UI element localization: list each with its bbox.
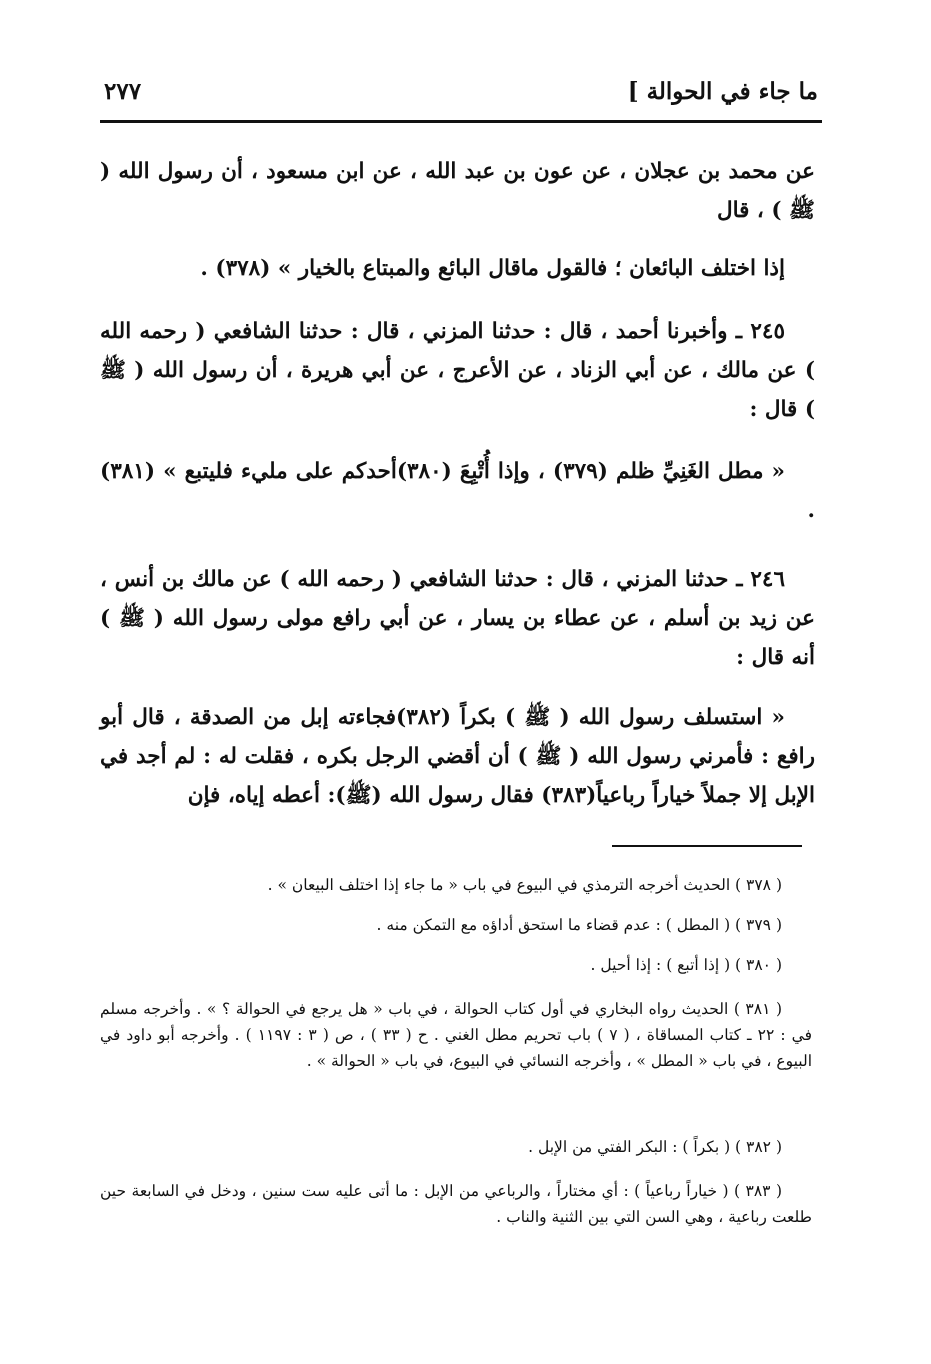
running-header (100, 76, 822, 120)
footnote-379 (100, 912, 812, 938)
hadith-text-2 (100, 452, 815, 530)
paragraph-text: ٢٤٦ ـ حدثنا المزني ، قال : حدثنا الشافعي ( رحمه الله ) عن مالك بن أنس ، عن زيد بن أسلم ، عن عطاء بن يسار ، عن أبي رافع مولى رسول الله ( ﷺ ) أنه قال : (100, 567, 815, 670)
chapter-title: ما جاء في الحوالة ] (627, 78, 818, 105)
header-rule (100, 120, 822, 123)
hadith-text-3 (100, 698, 815, 815)
footnote-separator (612, 845, 802, 847)
paragraph-text: « استسلف رسول الله ( ﷺ ) بكراً (٣٨٢)فجاءته إبل من الصدقة ، قال أبو رافع : فأمرني رسول الله ( ﷺ ) أن أقضي الرجل بكره ، فقلت له : لم أجد في الإبل إلا جملاً خياراً رباعياً(٣٨٣) فقال رسول الله (ﷺ): أعطه إياه، فإن (100, 705, 815, 808)
page-number: ٢٧٧ (104, 78, 142, 105)
footnote-381 (100, 996, 812, 1074)
paragraph-text: « مطل الغَنِيِّ ظلم (٣٧٩) ، وإذا أُتْبِعَ (٣٨٠)أحدكم على مليء فليتبع » (٣٨١) . (100, 459, 815, 523)
footnote-382 (100, 1134, 812, 1160)
paragraph-text: عن محمد بن عجلان ، عن عون بن عبد الله ، عن ابن مسعود ، أن رسول الله ( ﷺ ) ، قال (100, 159, 815, 223)
paragraph-text: إذا اختلف البائعان ؛ فالقول ماقال البائع والمبتاع بالخيار » (٣٧٨) . (200, 256, 785, 281)
footnote-text: ( ٣٨٢ ) ( بكراً ) : البكر الفتي من الإبل . (528, 1138, 782, 1156)
hadith-text-1 (100, 249, 815, 288)
footnote-text: ( ٣٨١ ) الحديث رواه البخاري في أول كتاب الحوالة ، في باب « هل يرجع في الحوالة ؟ » . وأخرجه مسلم في : ٢٢ ـ كتاب المساقاة ، ( ٧ ) باب تحريم مطل الغني . ح ( ٣٣ ) ، ص ( ٣ : ١١٩٧ ) . وأخرجه أبو داود في البيوع ، في باب « المطل » ، وأخرجه النسائي في البيوع، في باب « الحوالة » . (100, 1000, 813, 1070)
paragraph-isnad-ibn-masud (100, 152, 815, 230)
footnote-378 (100, 872, 812, 898)
paragraph-text: ٢٤٥ ـ وأخبرنا أحمد ، قال : حدثنا المزني ، قال : حدثنا الشافعي ( رحمه الله ) عن مالك ، عن أبي الزناد ، عن الأعرج ، عن أبي هريرة ، أن رسول الله ( ﷺ ) قال : (100, 319, 815, 422)
footnote-text: ( ٣٨٣ ) ( خياراً رباعياً ) : أي مختاراً ، والرباعي من الإبل : ما أتى عليه ست سنين ، ودخل في السابعة حين طلعت رباعية ، وهي السن التي بين الثنية والناب . (100, 1182, 812, 1226)
footnote-text: ( ٣٧٩ ) ( المطل ) : عدم قضاء ما استحق أداؤه مع التمكن منه . (376, 916, 782, 934)
footnote-383 (100, 1178, 812, 1230)
hadith-246 (100, 560, 815, 677)
footnote-text: ( ٣٨٠ ) ( إذا أتبع ) : إذا أحيل . (590, 956, 782, 974)
footnote-text: ( ٣٧٨ ) الحديث أخرجه الترمذي في البيوع في باب « ما جاء إذا اختلف البيعان » . (267, 876, 782, 894)
hadith-245 (100, 312, 815, 429)
footnote-380 (100, 952, 812, 978)
